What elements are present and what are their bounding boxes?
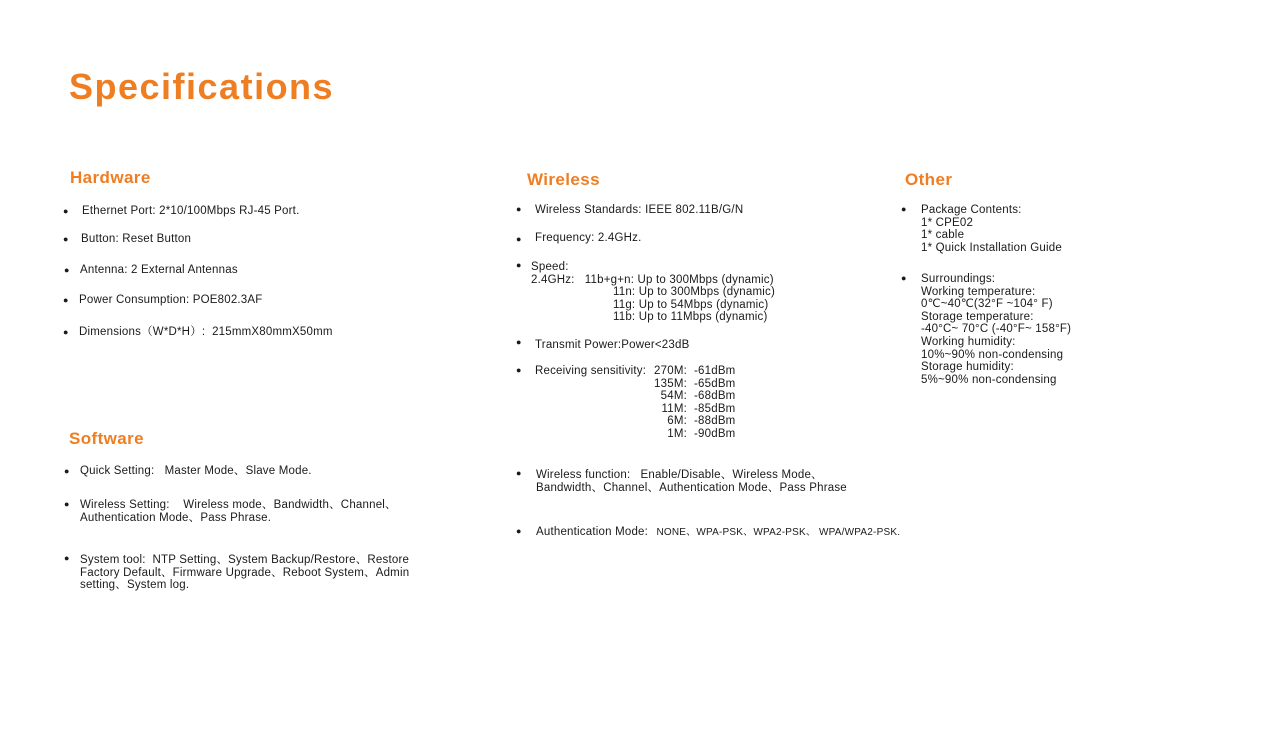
hardware-item-label: Dimensions（W*D*H）: 215mmX80mmX50mm	[79, 326, 333, 338]
hardware-item-label: Button: Reset Button	[81, 233, 192, 245]
surroundings-line: Working humidity:	[921, 335, 1016, 348]
speed-line: 11n: Up to 300Mbps (dynamic)	[613, 286, 775, 299]
hardware-item-label: Power Consumption: POE802.3AF	[79, 294, 263, 306]
software-item-line: Authentication Mode、Pass Phrase.	[80, 511, 272, 524]
speed-line: 11b: Up to 11Mbps (dynamic)	[613, 311, 768, 324]
software-item-line: Quick Setting: Master Mode、Slave Mode.	[80, 465, 312, 477]
wireless-item-speed	[516, 260, 775, 324]
bullet-icon: ●	[901, 204, 907, 214]
sensitivity-label: Receiving sensitivity:	[535, 365, 647, 377]
bullet-icon: ●	[516, 260, 522, 270]
sensitivity-rate: 1M:	[667, 427, 687, 440]
hardware-item-label: Antenna: 2 External Antennas	[80, 264, 238, 276]
sensitivity-rate: 11M:	[661, 402, 687, 415]
software-item-wireless-setting	[64, 499, 397, 524]
wireless-item-standards	[516, 204, 744, 217]
software-item-line: Wireless Setting: Wireless mode、Bandwidth、Channel、	[80, 499, 397, 511]
speed-line: 11g: Up to 54Mbps (dynamic)	[613, 298, 769, 311]
bullet-icon: ●	[516, 365, 522, 375]
surroundings-line: 10%~90% non-condensing	[921, 348, 1064, 361]
bullet-icon: ●	[63, 327, 69, 337]
package-line: 1* CPE02	[921, 216, 974, 229]
sensitivity-value: -90dBm	[694, 427, 736, 440]
sensitivity-rate: 270M:	[654, 365, 687, 377]
wireless-item-label: Frequency: 2.4GHz.	[535, 232, 642, 244]
wireless-item-transmit-power	[516, 337, 690, 352]
package-line: 1* cable	[921, 229, 965, 242]
sensitivity-row	[619, 365, 735, 378]
speed-label: Speed:	[531, 261, 569, 273]
bullet-icon: ●	[63, 206, 69, 216]
surroundings-line: 0℃~40℃(32°F ~104° F)	[921, 298, 1053, 311]
sensitivity-value: -61dBm	[694, 365, 736, 377]
sensitivity-row	[619, 390, 735, 403]
page-title: Specifications	[69, 66, 335, 107]
bullet-icon: ●	[64, 265, 70, 275]
software-item-line: setting、System log.	[80, 579, 190, 592]
other-item-package	[901, 204, 1062, 254]
auth-label: Authentication Mode:	[536, 526, 649, 538]
sensitivity-value: -65dBm	[694, 377, 736, 390]
other-heading: Other	[905, 170, 953, 189]
sensitivity-table	[619, 365, 735, 441]
bullet-icon: ●	[64, 553, 70, 563]
hardware-item-dimensions	[63, 326, 333, 339]
software-item-line: Factory Default、Firmware Upgrade、Reboot System、Admin	[80, 566, 410, 579]
software-item-quick-setting	[64, 465, 312, 478]
surroundings-line: 5%~90% non-condensing	[921, 373, 1057, 386]
bullet-icon: ●	[516, 234, 522, 244]
hardware-item-ethernet	[63, 205, 300, 218]
bullet-icon: ●	[901, 273, 907, 283]
software-item-system-tool	[64, 553, 410, 592]
sensitivity-row	[619, 428, 735, 441]
function-line: Bandwidth、Channel、Authentication Mode、Pass Phrase	[536, 481, 847, 494]
bullet-icon: ●	[63, 295, 69, 305]
speed-line: 2.4GHz: 11b+g+n: Up to 300Mbps (dynamic)	[531, 273, 774, 286]
sensitivity-row	[619, 378, 735, 391]
bullet-icon: ●	[516, 526, 522, 536]
sensitivity-value: -88dBm	[694, 415, 736, 428]
bullet-icon: ●	[64, 499, 70, 509]
hardware-item-button	[63, 233, 192, 246]
bullet-icon: ●	[64, 466, 70, 476]
wireless-item-label: Transmit Power:Power<23dB	[535, 339, 690, 351]
software-heading: Software	[69, 429, 144, 448]
sensitivity-row	[619, 403, 735, 416]
wireless-item-frequency	[516, 232, 642, 245]
bullet-icon: ●	[516, 204, 522, 214]
sensitivity-value: -68dBm	[694, 390, 736, 403]
surroundings-line: Surroundings:	[921, 273, 996, 285]
sensitivity-rate: 135M:	[654, 377, 687, 390]
wireless-item-sensitivity	[516, 365, 736, 440]
surroundings-line: Storage humidity:	[921, 361, 1014, 374]
surroundings-line: Storage temperature:	[921, 310, 1034, 323]
wireless-item-label: Wireless Standards: IEEE 802.11B/G/N	[535, 204, 744, 216]
function-line: Wireless function: Enable/Disable、Wireless Mode、	[536, 469, 823, 481]
bullet-icon: ●	[516, 468, 522, 478]
hardware-item-power	[63, 294, 263, 307]
sensitivity-row	[619, 415, 735, 428]
wireless-item-authentication	[516, 526, 901, 540]
hardware-heading: Hardware	[70, 168, 151, 187]
sensitivity-value: -85dBm	[694, 402, 736, 415]
auth-value: NONE、WPA-PSK、WPA2-PSK、 WPA/WPA2-PSK.	[656, 527, 901, 538]
other-item-surroundings	[901, 273, 1072, 386]
bullet-icon: ●	[63, 234, 69, 244]
sensitivity-rate: 6M:	[667, 415, 687, 428]
surroundings-line: -40°C~ 70°C (-40°F~ 158°F)	[921, 323, 1072, 336]
bullet-icon: ●	[516, 337, 522, 347]
wireless-heading: Wireless	[527, 170, 600, 189]
hardware-item-label: Ethernet Port: 2*10/100Mbps RJ-45 Port.	[82, 205, 300, 217]
hardware-item-antenna	[64, 264, 238, 277]
package-line: 1* Quick Installation Guide	[921, 241, 1062, 254]
software-item-line: System tool: NTP Setting、System Backup/Restore、Restore	[80, 554, 410, 566]
surroundings-line: Working temperature:	[921, 285, 1036, 298]
wireless-item-function	[516, 468, 847, 494]
sensitivity-rate: 54M:	[660, 390, 687, 403]
package-line: Package Contents:	[921, 204, 1022, 216]
